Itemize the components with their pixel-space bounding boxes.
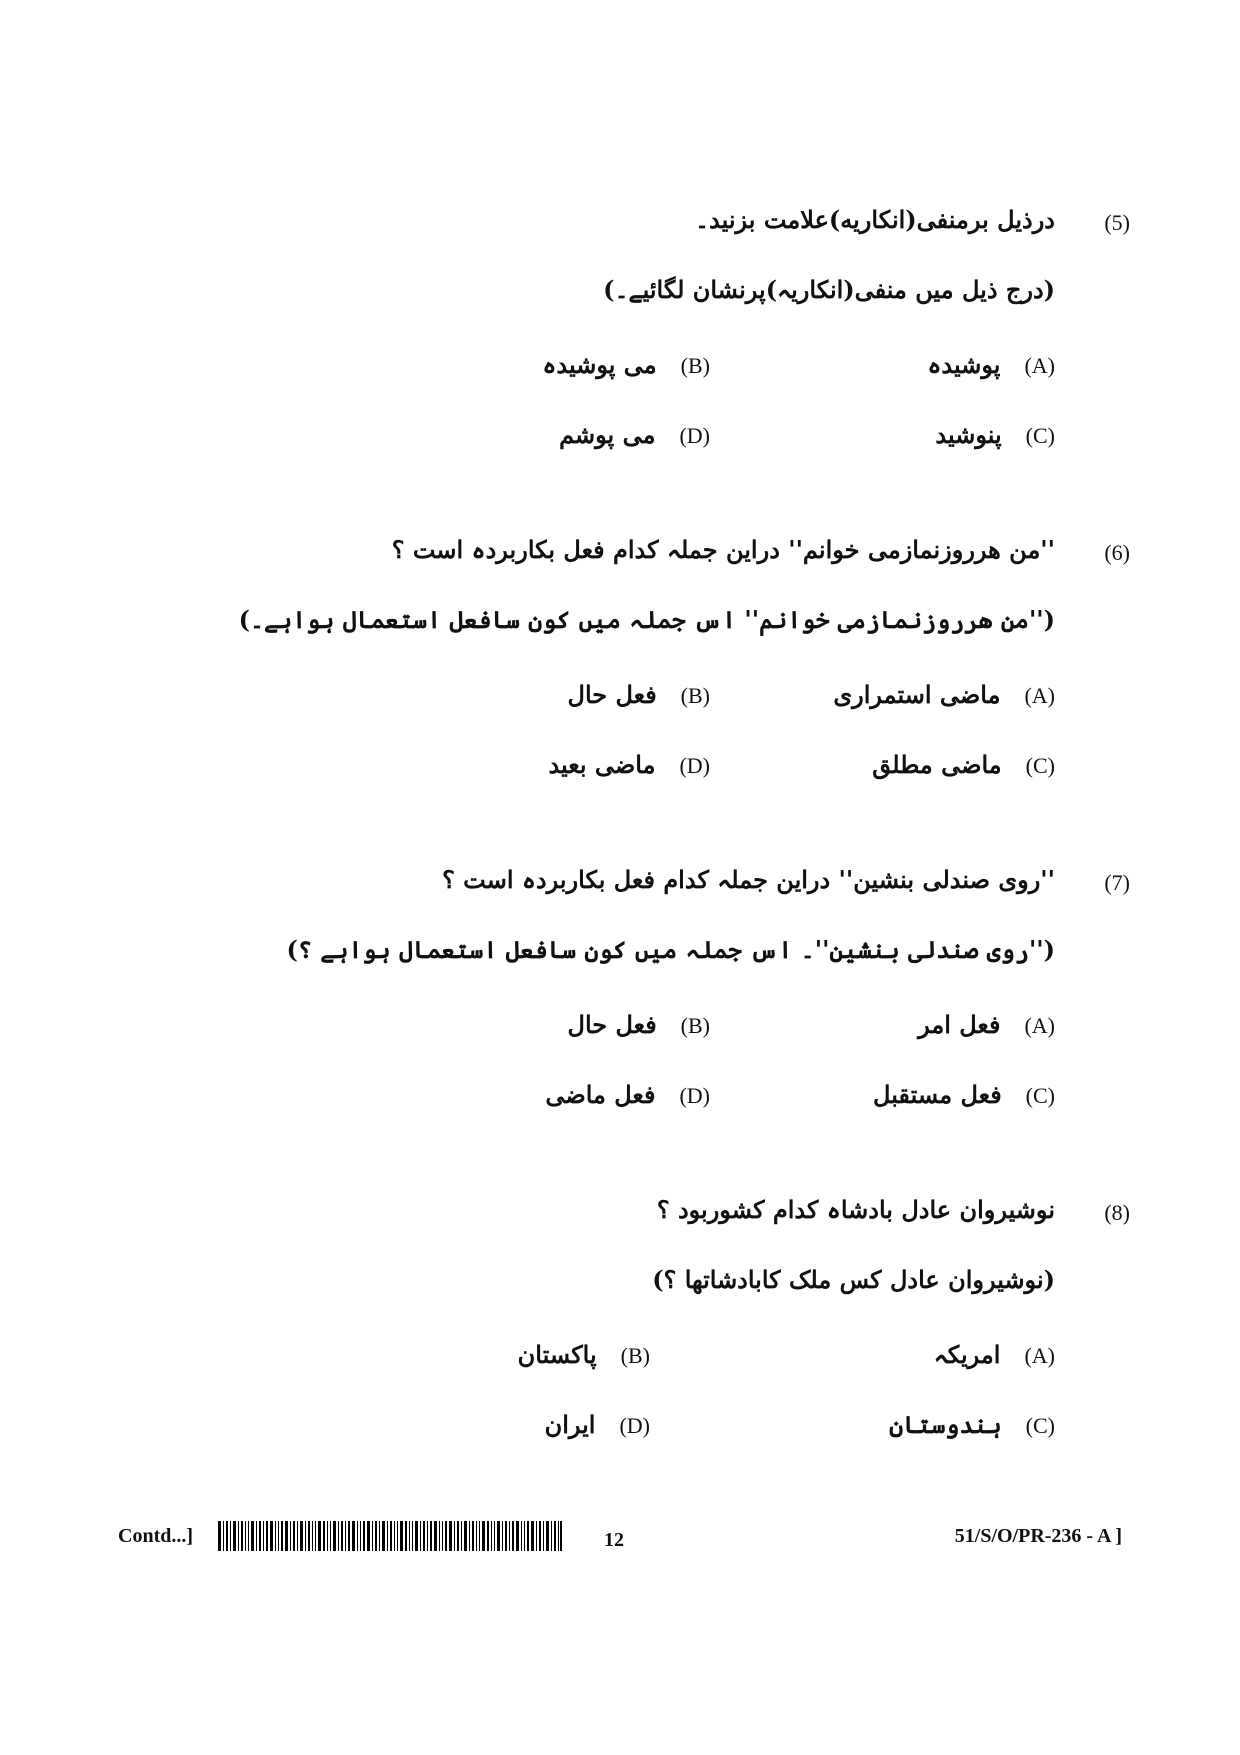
- option-b: (B)می پوشیدہ: [542, 350, 710, 379]
- question-urdu: (''من هرروزنمازمی خوانم'' اس جملہ میں کون سافعل استعمال ہواہے۔): [238, 605, 1055, 634]
- option-a: (A)ماضی استمراری: [833, 680, 1055, 709]
- question-urdu: (درج ذیل میں منفی(انکاریہ)پرنشان لگائیے۔): [603, 275, 1055, 304]
- option-a: (A)پوشیدہ: [927, 350, 1055, 379]
- option-b: (B)فعل حال: [567, 680, 710, 709]
- option-d: (D)فعل ماضی: [545, 1080, 710, 1109]
- option-c: (C)ماضی مطلق: [872, 750, 1055, 779]
- barcode-image: [218, 1521, 562, 1551]
- page-footer: [0, 1525, 1240, 1565]
- option-c: (C)پنوشید: [935, 420, 1055, 449]
- question-number: (6): [1104, 540, 1130, 565]
- option-c: (C)ہندوستان: [889, 1410, 1055, 1439]
- option-d: (D)ایران: [544, 1410, 650, 1439]
- question-number: (5): [1104, 210, 1130, 235]
- option-c: (C)فعل مستقبل: [873, 1080, 1055, 1109]
- option-a: (A)فعل امر: [918, 1010, 1055, 1039]
- question-persian: ''من هرروزنمازمی خوانم'' دراین جملہ کدام فعل بکاربردہ است ؟: [391, 535, 1055, 564]
- question-persian: درذیل برمنفی(انکاریه)علامت بزنید۔: [694, 205, 1055, 234]
- option-a: (A)امریکہ: [933, 1340, 1055, 1369]
- option-d: (D)ماضی بعید: [548, 750, 710, 779]
- question-urdu: (''روی صندلی بنشین''۔ اس جملہ میں کون سافعل استعمال ہواہے ؟): [286, 935, 1055, 964]
- paper-code: 51/S/O/PR-236 - A ]: [954, 1525, 1122, 1547]
- contd-label: Contd...]: [118, 1525, 194, 1547]
- question-number: (8): [1104, 1200, 1130, 1225]
- option-b: (B)پاکستان: [517, 1340, 650, 1369]
- question-persian: نوشیروان عادل بادشاہ کدام کشوربود ؟: [656, 1195, 1055, 1224]
- page-number: 12: [604, 1529, 624, 1551]
- option-d: (D)می پوشم: [559, 420, 710, 449]
- question-persian: ''روی صندلی بنشین'' دراین جملہ کدام فعل بکاربردہ است ؟: [442, 865, 1055, 894]
- option-b: (B)فعل حال: [567, 1010, 710, 1039]
- question-number: (7): [1104, 870, 1130, 895]
- question-urdu: (نوشیروان عادل کس ملک کابادشاتھا ؟): [652, 1265, 1055, 1294]
